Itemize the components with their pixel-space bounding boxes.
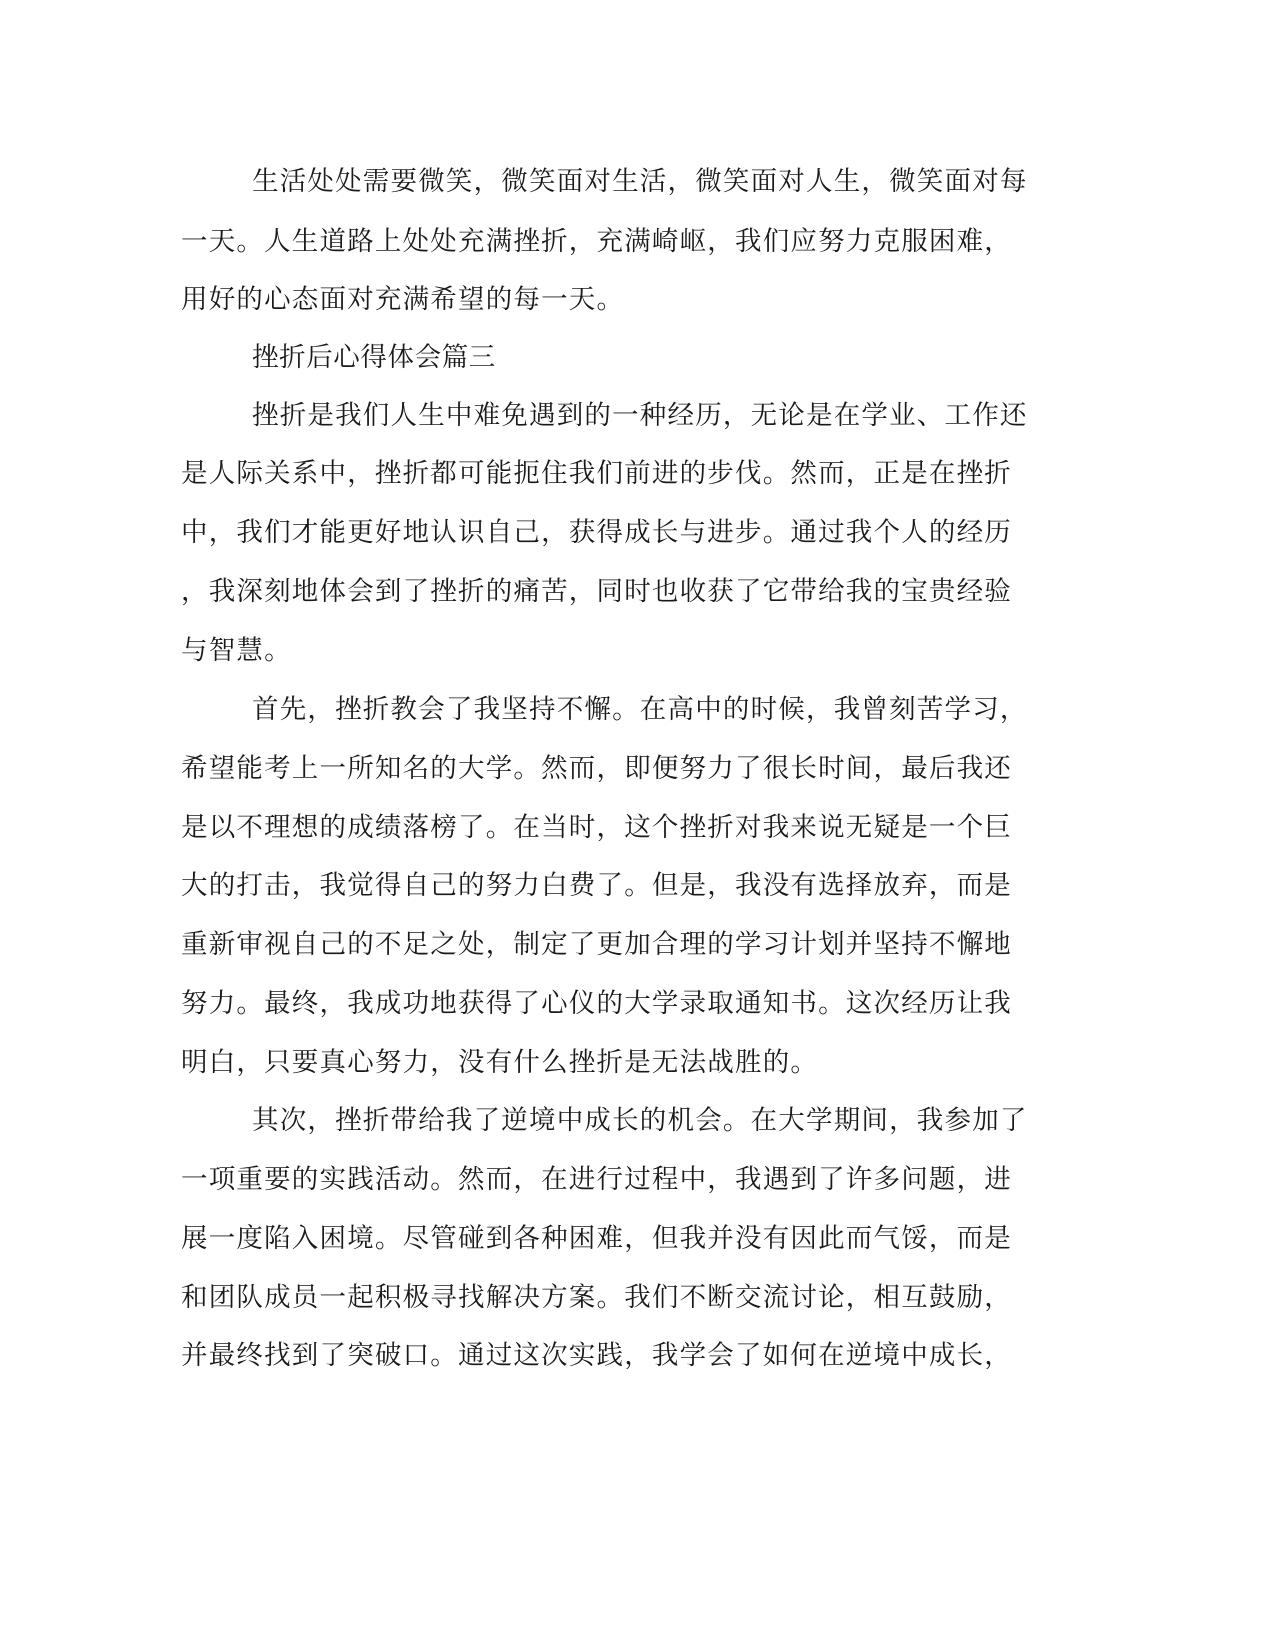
- text-line: 努力。最终，我成功地获得了心仪的大学录取通知书。这次经历让我: [181, 988, 1012, 1019]
- text-line: 是以不理想的成绩落榜了。在当时，这个挫折对我来说无疑是一个巨: [181, 812, 1012, 843]
- text-line: 用好的心态面对充满希望的每一天。: [181, 284, 625, 315]
- text-line: 一天。人生道路上处处充满挫折，充满崎岖，我们应努力克服困难，: [181, 226, 1012, 257]
- text-line: 大的打击，我觉得自己的努力白费了。但是，我没有选择放弃，而是: [181, 870, 1012, 901]
- text-line: 其次，挫折带给我了逆境中成长的机会。在大学期间，我参加了: [252, 1105, 1028, 1136]
- text-line: 展一度陷入困境。尽管碰到各种困难，但我并没有因此而气馁，而是: [181, 1223, 1012, 1254]
- text-line: 挫折是我们人生中难免遇到的一种经历，无论是在学业、工作还: [252, 400, 1028, 431]
- text-line: 是人际关系中，挫折都可能扼住我们前进的步伐。然而，正是在挫折: [181, 458, 1012, 489]
- section-heading: 挫折后心得体会篇三: [252, 342, 496, 373]
- text-line: 中，我们才能更好地认识自己，获得成长与进步。通过我个人的经历: [181, 517, 1012, 548]
- text-line: 和团队成员一起积极寻找解决方案。我们不断交流讨论，相互鼓励，: [181, 1282, 1012, 1313]
- text-line: ，我深刻地体会到了挫折的痛苦，同时也收获了它带给我的宝贵经验: [181, 576, 1012, 607]
- text-line: 希望能考上一所知名的大学。然而，即便努力了很长时间，最后我还: [181, 753, 1012, 784]
- text-line: 生活处处需要微笑，微笑面对生活，微笑面对人生，微笑面对每: [252, 166, 1028, 197]
- text-line: 并最终找到了突破口。通过这次实践，我学会了如何在逆境中成长，: [181, 1340, 1012, 1371]
- text-line: 重新审视自己的不足之处，制定了更加合理的学习计划并坚持不懈地: [181, 929, 1012, 960]
- text-line: 明白，只要真心努力，没有什么挫折是无法战胜的。: [181, 1047, 819, 1078]
- text-line: 首先，挫折教会了我坚持不懈。在高中的时候，我曾刻苦学习，: [252, 694, 1028, 725]
- text-line: 一项重要的实践活动。然而，在进行过程中，我遇到了许多问题，进: [181, 1164, 1012, 1195]
- text-line: 与智慧。: [181, 635, 292, 666]
